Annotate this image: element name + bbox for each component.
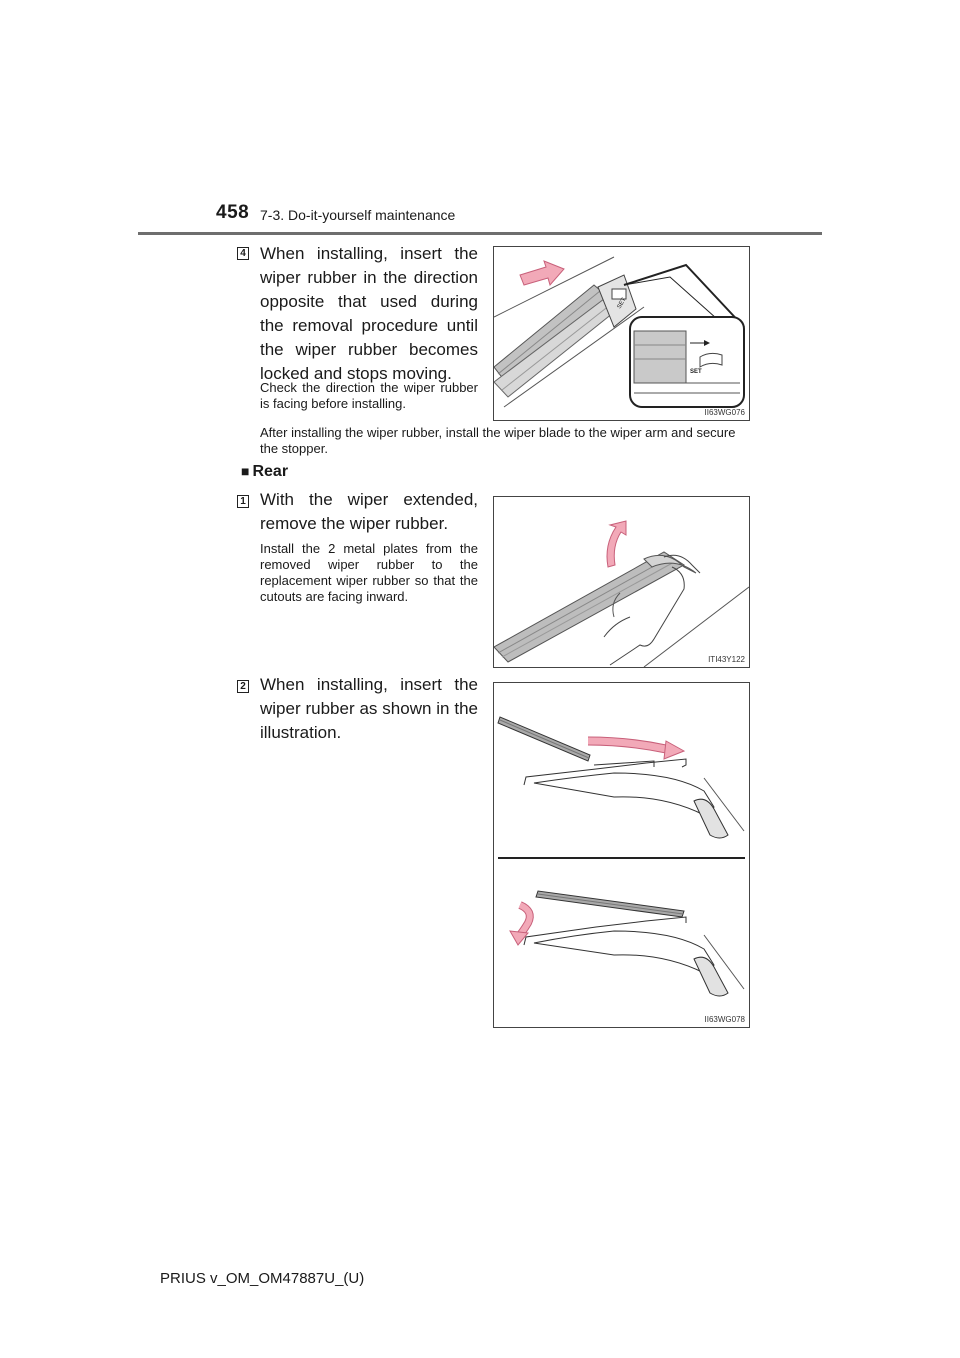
after-install-note: After installing the wiper rubber, install the wiper blade to the wiper arm and secure the stopper.	[260, 425, 736, 456]
figure-rear-wiper-remove	[493, 496, 750, 668]
footer-model-code: PRIUS v_OM_OM47887U_(U)	[160, 1270, 365, 1287]
rear-wiper-removal-illustration	[494, 497, 749, 667]
rear-step-2-text: When installing, insert the wiper rubber as shown in the illustration.	[260, 675, 478, 742]
install-direction-arrow	[664, 741, 684, 759]
rear-heading-label: Rear	[252, 463, 289, 480]
step-badge-1: 1	[237, 495, 249, 508]
step-badge-2: 2	[237, 680, 249, 693]
figure-code-front: II63WG076	[704, 408, 745, 417]
rear-heading	[241, 463, 288, 481]
figure-code-rear-1: ITI43Y122	[708, 655, 745, 664]
figure-front-wiper-install	[493, 246, 750, 421]
figure-code-rear-2: II63WG078	[704, 1015, 745, 1024]
section-title: 7-3. Do-it-yourself maintenance	[260, 207, 456, 223]
heading-square-marker: ■	[241, 463, 250, 479]
insert-direction-arrow	[520, 261, 564, 285]
front-wiper-illustration	[494, 247, 749, 420]
rear-wiper-install-illustration	[494, 683, 749, 1027]
rear-step-1-text: With the wiper extended, remove the wiper rubber.	[260, 490, 478, 533]
rear-step-1-note: Install the 2 metal plates from the removed wiper rubber to the replacement wiper rubber so that the cutouts are facing inward.	[260, 541, 478, 604]
step-badge-4: 4	[237, 247, 249, 260]
page-number: 458	[216, 202, 250, 223]
figure-rear-wiper-install	[493, 682, 750, 1028]
remove-direction-arrow	[607, 521, 626, 567]
header-rule	[138, 232, 822, 235]
set-label-small: SET	[616, 296, 628, 310]
set-label-large: SET	[690, 369, 702, 375]
step-4-note: Check the direction the wiper rubber is facing before installing.	[260, 380, 478, 411]
step-4-text: When installing, insert the wiper rubber in the direction opposite that used during the removal procedure until the wiper rubber becomes locked and stops moving.	[260, 244, 478, 383]
